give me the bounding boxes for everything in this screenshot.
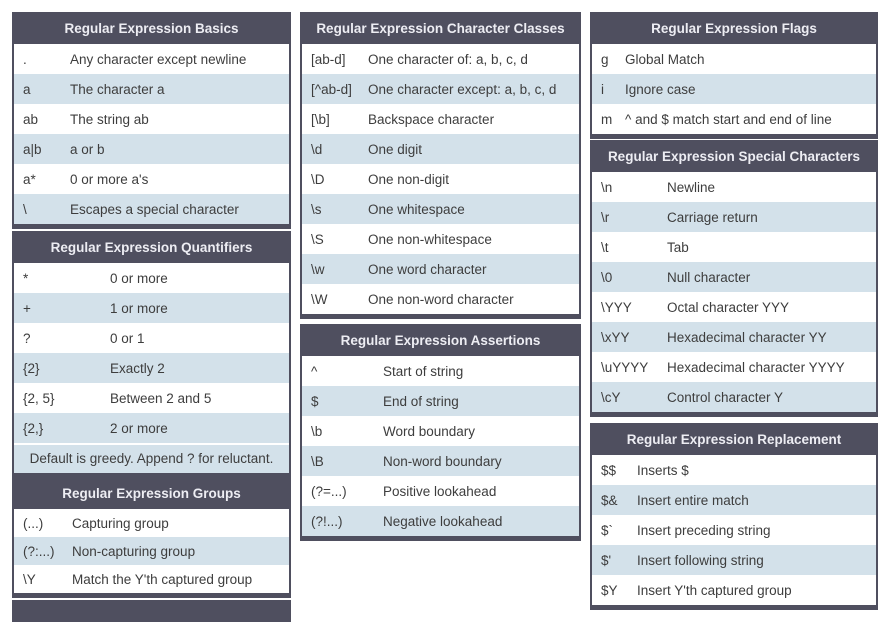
table-row (592, 575, 876, 605)
table-row (14, 194, 289, 224)
table-row (302, 416, 579, 446)
pattern-description: One non-digit (368, 171, 450, 187)
table-row (14, 383, 289, 413)
pattern-term: \Y (23, 571, 36, 587)
table-row (592, 44, 876, 74)
pattern-term: ab (23, 111, 39, 127)
table-character-classes-title: Regular Expression Character Classes (302, 14, 579, 44)
table-row (302, 254, 579, 284)
pattern-description: 0 or more (110, 270, 168, 286)
cutoff-table-top-edge (12, 600, 291, 622)
pattern-term: $Y (601, 582, 618, 598)
table-row (302, 476, 579, 506)
pattern-term: a (23, 81, 31, 97)
pattern-description: Ignore case (625, 81, 696, 97)
pattern-description: 1 or more (110, 300, 168, 316)
table-row (592, 352, 876, 382)
pattern-term: a|b (23, 141, 42, 157)
table-row (14, 323, 289, 353)
pattern-description: Global Match (625, 51, 705, 67)
pattern-description: Newline (667, 179, 716, 195)
pattern-description: One character of: a, b, c, d (368, 51, 528, 67)
table-flags-body (592, 44, 876, 134)
pattern-term: (?!...) (311, 513, 343, 529)
pattern-term: {2} (23, 360, 40, 376)
table-row (302, 446, 579, 476)
pattern-term: \YYY (601, 299, 632, 315)
pattern-term: [^ab-d] (311, 81, 352, 97)
pattern-description: Match the Y'th captured group (72, 571, 253, 587)
pattern-description: Insert entire match (637, 492, 749, 508)
pattern-description: One word character (368, 261, 487, 277)
pattern-term: ^ (311, 363, 318, 379)
table-quantifiers-body (14, 263, 289, 443)
pattern-description: Hexadecimal character YYYY (667, 359, 845, 375)
table-row (592, 202, 876, 232)
table-groups-title: Regular Expression Groups (14, 479, 289, 509)
pattern-term: \B (311, 453, 324, 469)
pattern-term: * (23, 270, 29, 286)
table-row (14, 293, 289, 323)
table-row (592, 322, 876, 352)
pattern-description: Negative lookahead (383, 513, 503, 529)
table-replacement-body (592, 455, 876, 605)
table-row (14, 134, 289, 164)
table-row (592, 74, 876, 104)
right-column (590, 12, 878, 610)
pattern-description: One character except: a, b, c, d (368, 81, 557, 97)
pattern-term: \0 (601, 269, 613, 285)
pattern-description: Non-word boundary (383, 453, 502, 469)
pattern-description: 0 or more a's (70, 171, 149, 187)
pattern-term: . (23, 51, 27, 67)
pattern-description: Positive lookahead (383, 483, 497, 499)
table-row (14, 44, 289, 74)
table-row (14, 509, 289, 537)
table-character-classes (300, 12, 581, 319)
table-row (302, 164, 579, 194)
table-special-characters (590, 140, 878, 417)
pattern-description: One whitespace (368, 201, 465, 217)
table-flags-title: Regular Expression Flags (592, 14, 876, 44)
table-row (592, 455, 876, 485)
pattern-description: Null character (667, 269, 751, 285)
table-row (14, 353, 289, 383)
pattern-description: End of string (383, 393, 459, 409)
table-row (592, 485, 876, 515)
pattern-description: Insert Y'th captured group (637, 582, 792, 598)
table-row (302, 74, 579, 104)
pattern-description: 0 or 1 (110, 330, 145, 346)
pattern-term: {2, 5} (23, 390, 55, 406)
pattern-description: Control character Y (667, 389, 784, 405)
table-assertions (300, 324, 581, 541)
pattern-term: \w (311, 261, 325, 277)
table-row (14, 565, 289, 593)
table-row (592, 232, 876, 262)
table-row (302, 194, 579, 224)
pattern-term: {2,} (23, 420, 44, 436)
middle-column (300, 12, 581, 610)
pattern-description: Tab (667, 239, 689, 255)
table-row (302, 44, 579, 74)
table-row (302, 224, 579, 254)
pattern-description: Escapes a special character (70, 201, 239, 217)
pattern-term: \b (311, 423, 323, 439)
pattern-description: One non-whitespace (368, 231, 492, 247)
table-groups-body (14, 509, 289, 593)
pattern-description: Carriage return (667, 209, 758, 225)
table-assertions-title: Regular Expression Assertions (302, 326, 579, 356)
pattern-description: The string ab (70, 111, 149, 127)
pattern-description: Any character except newline (70, 51, 247, 67)
pattern-term: \uYYYY (601, 359, 649, 375)
pattern-term: $' (601, 552, 612, 568)
pattern-description: Capturing group (72, 515, 169, 531)
table-quantifiers-title: Regular Expression Quantifiers (14, 233, 289, 263)
pattern-term: $` (601, 522, 614, 538)
pattern-term: \W (311, 291, 328, 307)
pattern-description: Octal character YYY (667, 299, 790, 315)
table-row (592, 515, 876, 545)
pattern-description: One digit (368, 141, 423, 157)
pattern-description: One non-word character (368, 291, 514, 307)
table-quantifiers (12, 231, 291, 478)
pattern-term: i (601, 81, 604, 97)
table-row (592, 104, 876, 134)
pattern-term: (?:...) (23, 543, 55, 559)
pattern-description: Hexadecimal character YY (667, 329, 827, 345)
pattern-term: \t (601, 239, 609, 255)
pattern-term: (...) (23, 515, 44, 531)
quantifiers-greedy-note: Default is greedy. Append ? for reluctant. (14, 443, 289, 473)
pattern-description: Backspace character (368, 111, 495, 127)
pattern-term: [\b] (311, 111, 330, 127)
pattern-term: g (601, 51, 609, 67)
table-replacement (590, 423, 878, 610)
table-assertions-body (302, 356, 579, 536)
pattern-description: 2 or more (110, 420, 168, 436)
pattern-term: $$ (601, 462, 617, 478)
pattern-term: \n (601, 179, 613, 195)
table-row (302, 506, 579, 536)
pattern-description: Insert preceding string (637, 522, 771, 538)
table-basics (12, 12, 291, 229)
table-character-classes-body (302, 44, 579, 314)
pattern-term: \cY (601, 389, 621, 405)
pattern-term: \ (23, 201, 27, 217)
pattern-term: + (23, 300, 31, 316)
pattern-description: Non-capturing group (72, 543, 196, 559)
table-row (302, 386, 579, 416)
table-row (592, 292, 876, 322)
table-row (592, 262, 876, 292)
table-groups (12, 477, 291, 598)
table-row (592, 172, 876, 202)
table-special-characters-title: Regular Expression Special Characters (592, 142, 876, 172)
pattern-term: \d (311, 141, 323, 157)
pattern-description: Word boundary (383, 423, 476, 439)
pattern-term: (?=...) (311, 483, 347, 499)
table-row (14, 74, 289, 104)
pattern-term: \r (601, 209, 610, 225)
table-row (592, 382, 876, 412)
table-row (302, 134, 579, 164)
table-row (302, 104, 579, 134)
table-row (14, 537, 289, 565)
table-row (14, 263, 289, 293)
pattern-description: ^ and $ match start and end of line (625, 111, 832, 127)
table-basics-body (14, 44, 289, 224)
table-flags (590, 12, 878, 139)
pattern-description: The character a (70, 81, 165, 97)
table-row (302, 356, 579, 386)
left-column (12, 12, 291, 610)
pattern-description: Inserts $ (637, 462, 689, 478)
table-special-characters-body (592, 172, 876, 412)
pattern-description: a or b (70, 141, 105, 157)
pattern-term: \s (311, 201, 322, 217)
table-row (302, 284, 579, 314)
pattern-description: Insert following string (637, 552, 764, 568)
pattern-description: Start of string (383, 363, 464, 379)
table-basics-title: Regular Expression Basics (14, 14, 289, 44)
pattern-term: [ab-d] (311, 51, 346, 67)
pattern-term: \S (311, 231, 324, 247)
pattern-description: Between 2 and 5 (110, 390, 212, 406)
pattern-term: \D (311, 171, 325, 187)
table-row (14, 164, 289, 194)
table-row (14, 413, 289, 443)
pattern-description: Exactly 2 (110, 360, 165, 376)
pattern-term: a* (23, 171, 36, 187)
pattern-term: $& (601, 492, 618, 508)
pattern-term: ? (23, 330, 31, 346)
table-row (14, 104, 289, 134)
table-replacement-title: Regular Expression Replacement (592, 425, 876, 455)
pattern-term: \xYY (601, 329, 630, 345)
table-row (592, 545, 876, 575)
pattern-term: $ (311, 393, 319, 409)
pattern-term: m (601, 111, 613, 127)
